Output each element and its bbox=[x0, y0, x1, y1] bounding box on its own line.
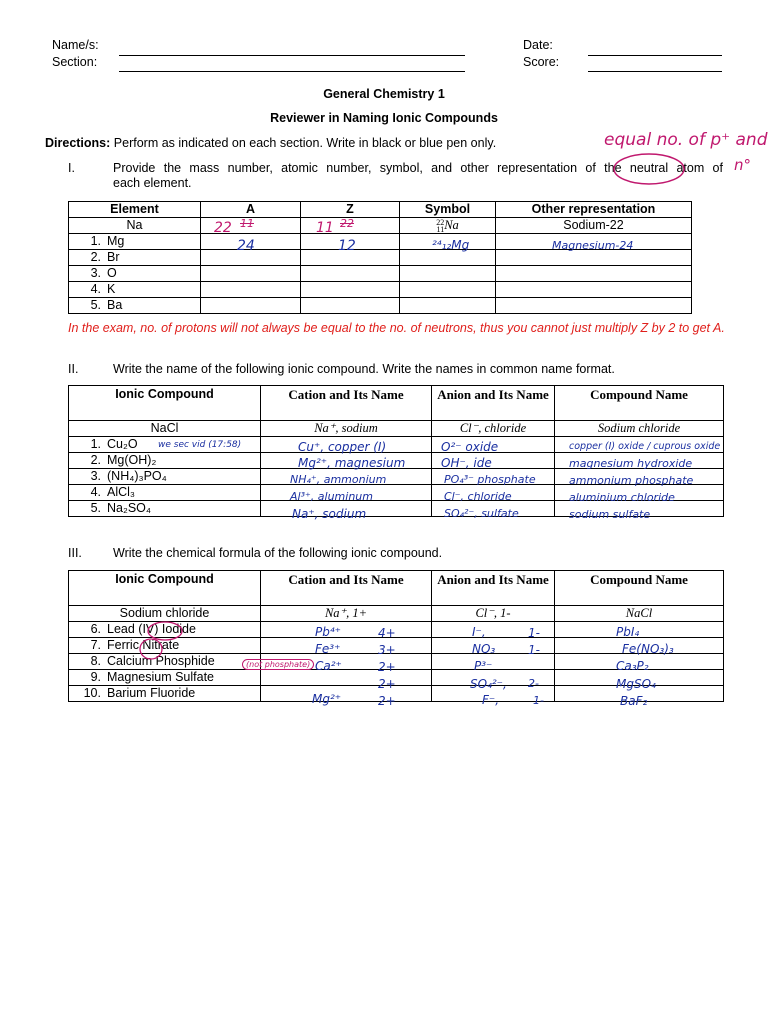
hw-r7-acharge: 1- bbox=[528, 643, 540, 657]
hw-r9-name: MgSO₄ bbox=[616, 677, 656, 691]
cell-compound: 9. Magnesium Sulfate bbox=[69, 670, 261, 686]
col-z: Z bbox=[301, 202, 400, 218]
cell-a[interactable] bbox=[201, 282, 301, 298]
hw-z-mg: 12 bbox=[338, 238, 356, 254]
col-a: A bbox=[201, 202, 301, 218]
directions bbox=[45, 136, 496, 150]
cell-cation: Na⁺, 1+ bbox=[261, 606, 432, 622]
cell-cation[interactable] bbox=[261, 670, 432, 686]
table-header-row bbox=[69, 571, 724, 606]
cell-compound: 1. Cu₂O bbox=[69, 437, 261, 453]
cell-name: NaCl bbox=[555, 606, 724, 622]
cell-compound: NaCl bbox=[69, 421, 261, 437]
cell-element: Na bbox=[69, 218, 201, 234]
score-label: Score: bbox=[523, 55, 560, 69]
table-row bbox=[69, 298, 692, 314]
cell-compound: 7. Ferric Nitrate bbox=[69, 638, 261, 654]
cell-name: Sodium chloride bbox=[555, 421, 724, 437]
hw-r10-anion: F⁻, bbox=[482, 693, 500, 707]
name-label: Name/s: bbox=[52, 38, 99, 52]
cell-a[interactable] bbox=[201, 298, 301, 314]
col-anion: Anion and Its Name bbox=[432, 386, 555, 421]
table-header-row bbox=[69, 202, 692, 218]
hw-r4-name: aluminium chloride bbox=[569, 491, 675, 504]
hw-r8-name: Ca₃P₂ bbox=[616, 659, 649, 673]
hw-r9-charge: 2+ bbox=[378, 677, 396, 691]
hw-r1-anion: O²⁻ oxide bbox=[441, 440, 499, 454]
hw-r3-cation: NH₄⁺, ammonium bbox=[290, 473, 387, 486]
hw-r5-anion: SO₄²⁻, sulfate bbox=[444, 507, 519, 520]
hw-r7-cation: Fe³⁺ bbox=[315, 642, 341, 656]
hw-r2-cation: Mg²⁺, magnesium bbox=[298, 456, 406, 470]
date-label: Date: bbox=[523, 38, 553, 52]
cell-cation[interactable] bbox=[261, 638, 432, 654]
table-row bbox=[69, 250, 692, 266]
cell-compound: 2. Mg(OH)₂ bbox=[69, 453, 261, 469]
symbol-text: Na bbox=[444, 218, 459, 232]
hw-r6-anion: I⁻, bbox=[472, 625, 486, 639]
section3-instruction: Write the chemical formula of the following ionic compound. bbox=[113, 546, 443, 560]
cell-compound: 10. Barium Fluoride bbox=[69, 686, 261, 702]
hw-r5-cation: Na⁺, sodium bbox=[292, 507, 367, 521]
hw-r8-cation: Ca²⁺ bbox=[315, 659, 342, 673]
cell-compound: 6. Lead (IV) Iodide bbox=[69, 622, 261, 638]
section2-numeral: II. bbox=[68, 362, 79, 376]
cell-cation: Na⁺, sodium bbox=[261, 421, 432, 437]
hw-r1-note: we sec vid (17:58) bbox=[158, 440, 242, 450]
cell-element: 3. O bbox=[69, 266, 201, 282]
circle-annotation bbox=[612, 150, 692, 190]
hw-sym-mg: ²⁴₁₂Mg bbox=[432, 238, 470, 252]
hw-r4-anion: Cl⁻, chloride bbox=[444, 490, 512, 503]
cell-z[interactable] bbox=[301, 282, 400, 298]
cell-compound: 4. AlCl₃ bbox=[69, 485, 261, 501]
section2-instruction: Write the name of the following ionic compound. Write the names in common name format. bbox=[113, 362, 615, 376]
hw-r10-charge: 2+ bbox=[378, 694, 396, 708]
cell-compound: 5. Na₂SO₄ bbox=[69, 501, 261, 517]
hw-r5-name: sodium sulfate bbox=[569, 508, 651, 521]
cell-compound: 8. Calcium Phosphide bbox=[69, 654, 261, 670]
hw-r10-acharge: 1- bbox=[533, 694, 544, 707]
hw-r9-acharge: 2- bbox=[528, 677, 539, 690]
cell-symbol[interactable] bbox=[400, 298, 496, 314]
cell-cation[interactable] bbox=[261, 686, 432, 702]
table-header-row bbox=[69, 386, 724, 421]
hw-r3-name: ammonium phosphate bbox=[569, 474, 694, 487]
hw-r9-anion: SO₄²⁻, bbox=[470, 677, 507, 691]
table-row bbox=[69, 218, 692, 234]
hw-r8-note: (not phosphate) bbox=[242, 659, 314, 670]
cell-z[interactable] bbox=[301, 298, 400, 314]
exam-note: In the exam, no. of protons will not always be equal to the no. of neutrons, thus you cannot just multiply Z by 2 to get A. bbox=[68, 321, 725, 335]
cell-other[interactable] bbox=[496, 298, 692, 314]
col-element: Element bbox=[69, 202, 201, 218]
cell-other[interactable] bbox=[496, 250, 692, 266]
cell-symbol[interactable] bbox=[400, 282, 496, 298]
cell-a[interactable] bbox=[201, 266, 301, 282]
directions-text: Perform as indicated on each section. Write in black or blue pen only. bbox=[113, 136, 497, 150]
cell-symbol[interactable] bbox=[400, 266, 496, 282]
col-cation: Cation and Its Name bbox=[261, 571, 432, 606]
cell-element: 1. Mg bbox=[69, 234, 201, 250]
cell-anion: Cl⁻, chloride bbox=[432, 421, 555, 437]
section1-numeral: I. bbox=[68, 161, 75, 175]
hw-r2-anion: OH⁻, ide bbox=[441, 456, 492, 470]
element-table bbox=[68, 201, 692, 314]
hw-r6-acharge: 1- bbox=[528, 626, 540, 640]
doc-title: General Chemistry 1 bbox=[323, 87, 445, 101]
directions-label: Directions: bbox=[45, 136, 111, 150]
hw-r10-cation: Mg²⁺ bbox=[312, 692, 342, 706]
hw-a-na: 22 bbox=[214, 220, 232, 236]
cell-element: 5. Ba bbox=[69, 298, 201, 314]
hw-other-mg: Magnesium-24 bbox=[552, 239, 634, 252]
col-compound-name: Compound Name bbox=[555, 571, 724, 606]
symbol-atomic: 11 bbox=[436, 225, 445, 235]
col-ionic-compound: Ionic Compound bbox=[69, 571, 261, 606]
table-row bbox=[69, 266, 692, 282]
hw-r4-cation: Al³⁺, aluminum bbox=[290, 490, 373, 503]
cell-other[interactable] bbox=[496, 266, 692, 282]
hw-r10-name: BaF₂ bbox=[620, 694, 648, 708]
cell-symbol bbox=[400, 218, 496, 234]
hw-a-mg: 24 bbox=[237, 238, 255, 254]
cell-compound: Sodium chloride bbox=[69, 606, 261, 622]
col-other: Other representation bbox=[496, 202, 692, 218]
hw-r2-name: magnesium hydroxide bbox=[569, 457, 693, 470]
margin-note-2: n° bbox=[734, 156, 752, 174]
section-label: Section: bbox=[52, 55, 98, 69]
cell-element: 2. Br bbox=[69, 250, 201, 266]
cell-other[interactable] bbox=[496, 282, 692, 298]
cell-anion: Cl⁻, 1- bbox=[432, 606, 555, 622]
hw-a-na-crossed: 11 bbox=[240, 217, 254, 230]
section1-instruction-cont: each element. bbox=[113, 176, 192, 190]
score-line[interactable] bbox=[588, 71, 722, 72]
hw-r6-name: PbI₄ bbox=[616, 625, 640, 639]
margin-note: equal no. of p⁺ and bbox=[604, 130, 768, 150]
hw-r6-cation: Pb⁴⁺ bbox=[315, 625, 341, 639]
circle-annotation-ferric bbox=[138, 637, 166, 661]
cell-cation[interactable] bbox=[261, 622, 432, 638]
hw-r7-charge: 3+ bbox=[378, 643, 396, 657]
hw-r1-name: copper (I) oxide / cuprous oxide bbox=[569, 441, 721, 452]
col-anion: Anion and Its Name bbox=[432, 571, 555, 606]
col-symbol: Symbol bbox=[400, 202, 496, 218]
hw-r6-charge: 4+ bbox=[378, 626, 396, 640]
section1-instruction: Provide the mass number, atomic number, symbol, and other representation of the neutral atom of bbox=[113, 161, 723, 175]
table-row bbox=[69, 282, 692, 298]
hw-r7-anion: NO₃ bbox=[472, 642, 496, 656]
section-line[interactable] bbox=[119, 71, 465, 72]
cell-z[interactable] bbox=[301, 266, 400, 282]
hw-z-na: 11 bbox=[316, 220, 334, 236]
section3-numeral: III. bbox=[68, 546, 82, 560]
hw-r3-anion: PO₄³⁻ phosphate bbox=[444, 473, 536, 486]
col-cation: Cation and Its Name bbox=[261, 386, 432, 421]
cell-symbol[interactable] bbox=[400, 250, 496, 266]
hw-r8-anion: P³⁻ bbox=[474, 659, 493, 673]
symbol-mass: 22 bbox=[436, 218, 445, 228]
hw-r1-cation: Cu⁺, copper (I) bbox=[298, 440, 387, 454]
hw-r8-charge: 2+ bbox=[378, 660, 396, 674]
cell-element: 4. K bbox=[69, 282, 201, 298]
hw-r7-name: Fe(NO₃)₃ bbox=[622, 642, 674, 656]
col-compound-name: Compound Name bbox=[555, 386, 724, 421]
table-row bbox=[69, 421, 724, 437]
cell-compound: 3. (NH₄)₃PO₄ bbox=[69, 469, 261, 485]
doc-subtitle: Reviewer in Naming Ionic Compounds bbox=[270, 111, 498, 125]
cell-other: Sodium-22 bbox=[496, 218, 692, 234]
hw-z-na-crossed: 22 bbox=[340, 217, 354, 230]
date-line[interactable] bbox=[588, 55, 722, 56]
col-ionic-compound: Ionic Compound bbox=[69, 386, 261, 421]
name-line[interactable] bbox=[119, 55, 465, 56]
